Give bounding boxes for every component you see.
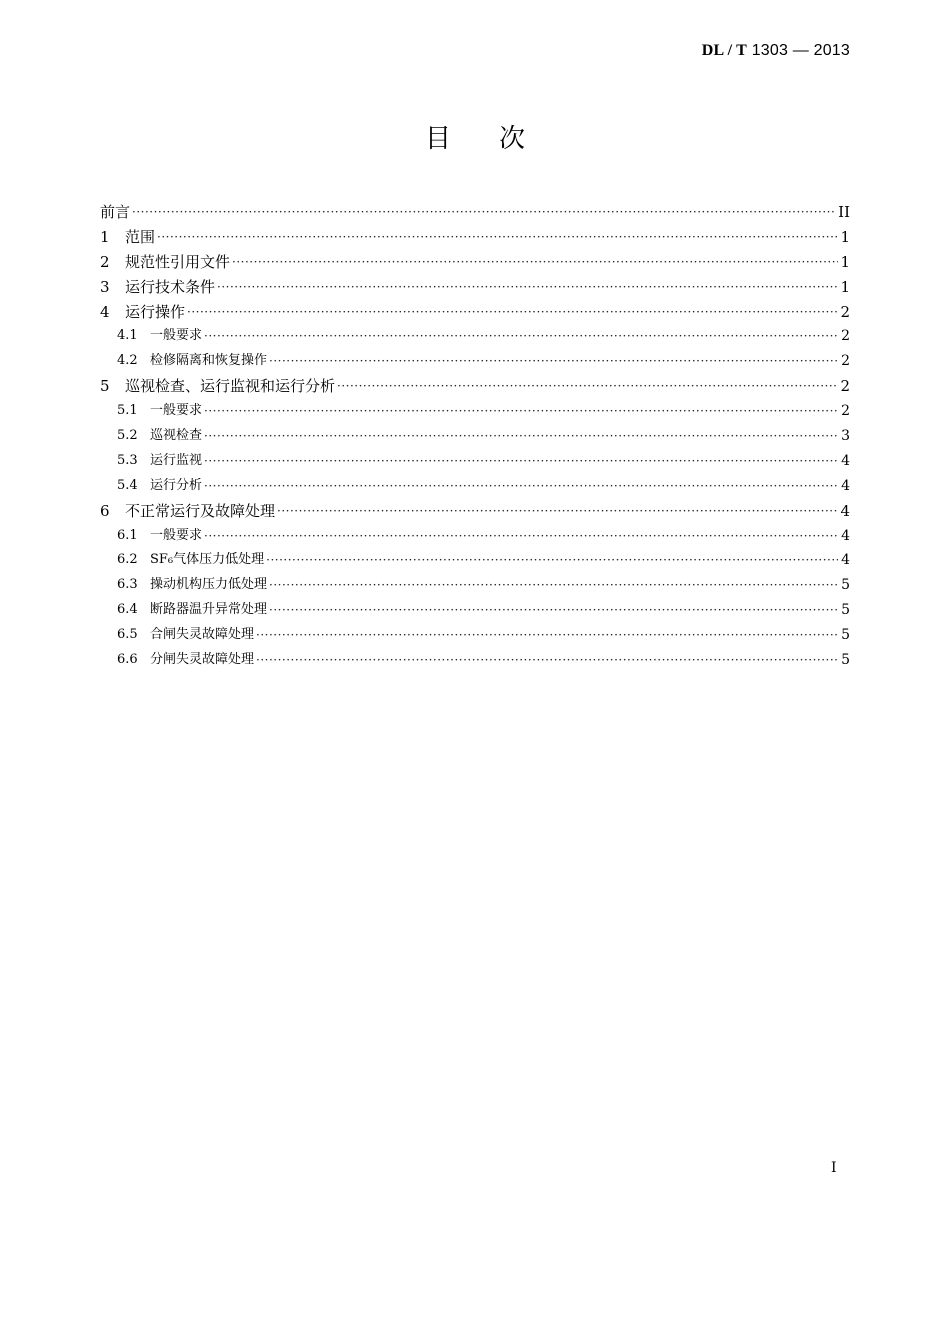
toc-entry-page: II	[838, 202, 850, 221]
toc-dot-leader	[256, 623, 838, 648]
toc-entry-number: 6	[100, 501, 110, 520]
toc-entry-number: 6.6	[117, 652, 138, 668]
toc-entry[interactable]	[100, 324, 850, 349]
toc-entry-page: 1	[840, 277, 850, 296]
toc-entry-number: 6.2	[117, 552, 138, 568]
toc-entry-number: 5.4	[117, 477, 138, 493]
toc-entry-number: 6.4	[117, 602, 138, 618]
toc-entry[interactable]	[100, 250, 850, 275]
toc-entry-page: 5	[841, 602, 850, 619]
toc-entry-page: 5	[841, 627, 850, 644]
toc-entry-title: 一般要求	[150, 527, 203, 543]
toc-entry[interactable]	[100, 275, 850, 300]
toc-entry[interactable]	[100, 349, 850, 374]
toc-entry-number: 4.2	[117, 353, 138, 369]
toc-entry-number: 4.1	[117, 328, 138, 344]
toc-entry-title: 巡视检查、运行监视和运行分析	[125, 377, 336, 396]
toc-entry-number: 6.3	[117, 577, 138, 593]
toc-entry-number: 5.1	[117, 403, 138, 419]
toc-entry-title: 巡视检查	[150, 428, 203, 443]
toc-entry-title: 合闸失灵故障处理	[150, 627, 255, 643]
toc-entry-page: 3	[841, 428, 850, 444]
toc-entry-page: 4	[840, 501, 850, 520]
toc-dot-leader	[269, 598, 838, 623]
toc-dot-leader	[217, 275, 838, 300]
toc-entry[interactable]	[100, 524, 850, 549]
toc-dot-leader	[157, 225, 838, 250]
toc-entry[interactable]	[100, 399, 850, 424]
toc-entry-number: 4	[100, 302, 110, 321]
toc-entry-page: 5	[841, 577, 850, 594]
toc-entry[interactable]	[100, 300, 850, 325]
toc-entry-title: 前言	[100, 202, 131, 221]
toc-entry[interactable]	[100, 374, 850, 399]
toc-dot-leader	[204, 424, 838, 449]
toc-entry[interactable]	[100, 449, 850, 474]
toc-entry[interactable]	[100, 598, 850, 623]
toc-dot-leader	[204, 324, 838, 349]
table-of-contents	[100, 200, 850, 673]
toc-entry[interactable]	[100, 623, 850, 648]
document-code-prefix: DL / T	[701, 42, 748, 59]
toc-entry-page: 4	[841, 452, 850, 469]
toc-entry-number: 3	[100, 277, 110, 296]
toc-dot-leader	[204, 399, 838, 424]
toc-entry-title: 运行分析	[150, 477, 203, 493]
toc-dot-leader	[204, 449, 838, 474]
toc-entry-page: 2	[841, 328, 850, 345]
toc-entry-number: 2	[100, 252, 110, 271]
toc-entry-number: 1	[100, 227, 110, 246]
toc-entry-title: 不正常运行及故障处理	[125, 501, 276, 520]
toc-entry-page: 1	[840, 252, 850, 271]
toc-entry-page: 2	[841, 353, 850, 370]
toc-entry-page: 2	[840, 377, 850, 396]
toc-entry[interactable]	[100, 474, 850, 499]
toc-entry[interactable]	[100, 225, 850, 250]
toc-entry[interactable]	[100, 200, 850, 225]
toc-entry-title: 规范性引用文件	[125, 252, 231, 271]
toc-entry-title: 范围	[125, 227, 156, 246]
toc-dot-leader	[269, 349, 838, 374]
toc-entry-page: 2	[841, 403, 850, 420]
toc-dot-leader	[269, 573, 838, 598]
toc-entry-title: 检修隔离和恢复操作	[150, 353, 268, 369]
toc-entry-title: 操动机构压力低处理	[150, 577, 268, 593]
toc-dot-leader	[337, 374, 838, 399]
toc-entry-page: 4	[841, 552, 850, 569]
toc-dot-leader	[204, 474, 838, 499]
toc-entry[interactable]	[100, 573, 850, 598]
toc-entry-title: 运行技术条件	[125, 277, 216, 296]
toc-entry-number: 6.1	[117, 527, 138, 543]
toc-dot-leader	[187, 300, 838, 325]
toc-entry-number: 5.3	[117, 452, 138, 468]
toc-entry-page: 4	[841, 477, 850, 494]
toc-dot-leader	[266, 548, 838, 573]
toc-entry-number: 6.5	[117, 627, 138, 643]
document-code-number: 1303 — 2013	[747, 42, 850, 59]
toc-entry-title: 断路器温升异常处理	[150, 602, 268, 618]
page-title: 目次	[424, 124, 573, 154]
toc-entry-title: 运行监视	[150, 452, 203, 468]
toc-entry-title: 运行操作	[125, 302, 186, 321]
toc-entry-number: 5	[100, 377, 110, 396]
toc-entry-number: 5.2	[117, 428, 138, 443]
toc-entry[interactable]	[100, 499, 850, 524]
toc-dot-leader	[232, 250, 838, 275]
toc-entry-title: 分闸失灵故障处理	[150, 652, 255, 668]
page-number: I	[831, 1160, 837, 1176]
toc-entry-title: 一般要求	[150, 403, 203, 419]
toc-entry-page: 1	[840, 227, 850, 246]
toc-entry[interactable]	[100, 424, 850, 449]
toc-dot-leader	[204, 524, 838, 549]
toc-dot-leader	[277, 499, 838, 524]
toc-entry-title: 一般要求	[150, 328, 203, 344]
toc-entry-page: 4	[841, 527, 850, 544]
toc-entry-page: 5	[841, 652, 850, 669]
toc-entry[interactable]	[100, 548, 850, 573]
toc-dot-leader	[256, 648, 838, 673]
toc-entry[interactable]	[100, 648, 850, 673]
toc-entry-title: SF₆气体压力低处理	[150, 552, 265, 568]
toc-dot-leader	[132, 200, 836, 225]
document-code	[702, 42, 850, 60]
toc-entry-page: 2	[840, 302, 850, 321]
